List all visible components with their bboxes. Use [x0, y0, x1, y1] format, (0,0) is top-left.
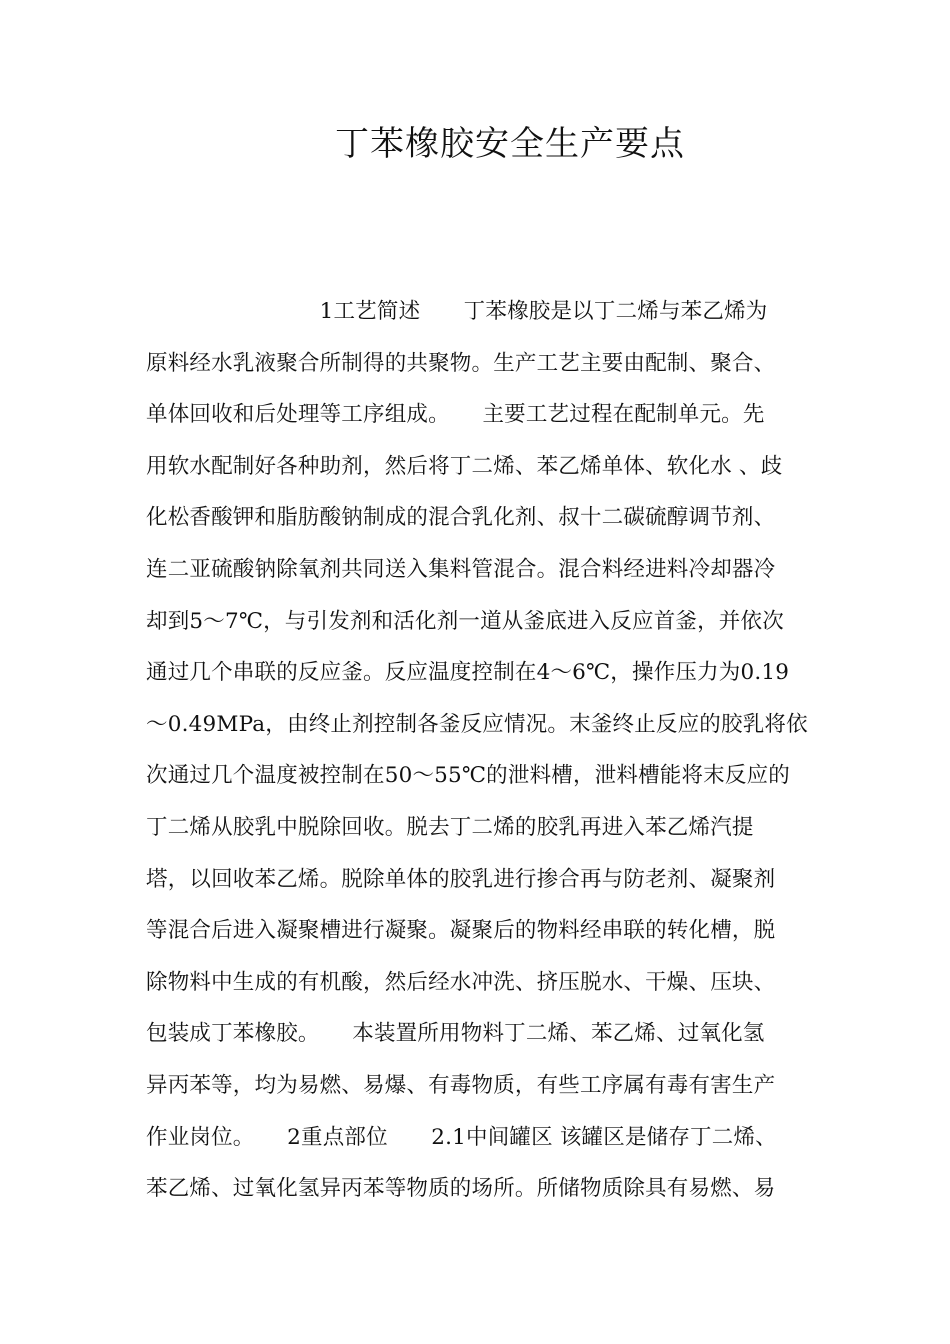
body-line: 次通过几个温度被控制在50～55℃的泄料槽，泄料槽能将末反应的 — [146, 763, 790, 789]
body-line: 除物料中生成的有机酸，然后经水冲洗、挤压脱水、干燥、压块、 — [146, 969, 776, 995]
body-line: 原料经水乳液聚合所制得的共聚物。生产工艺主要由配制、聚合、 — [146, 350, 776, 376]
body-line: 通过几个串联的反应釜。反应温度控制在4～6℃，操作压力为0.19 — [146, 660, 790, 686]
document-body — [146, 286, 826, 1215]
body-line: 塔，以回收苯乙烯。脱除单体的胶乳进行掺合再与防老剂、凝聚剂 — [146, 866, 776, 892]
body-line: 等混合后进入凝聚槽进行凝聚。凝聚后的物料经串联的转化槽，脱 — [146, 918, 776, 944]
body-line: 丁二烯从胶乳中脱除回收。脱去丁二烯的胶乳再进入苯乙烯汽提 — [146, 814, 754, 840]
body-line: 包装成丁苯橡胶。 本装置所用物料丁二烯、苯乙烯、过氧化氢 — [146, 1021, 765, 1047]
body-line: 却到5～7℃，与引发剂和活化剂一道从釜底进入反应首釜，并依次 — [146, 608, 784, 634]
body-line: 用软水配制好各种助剂，然后将丁二烯、苯乙烯单体、软化水 、歧 — [146, 453, 783, 479]
body-line: 单体回收和后处理等工序组成。 主要工艺过程在配制单元。先 — [146, 402, 765, 428]
body-line: 1工艺简述 丁苯橡胶是以丁二烯与苯乙烯为 — [146, 299, 768, 324]
body-line: 苯乙烯、过氧化氢异丙苯等物质的场所。所储物质除具有易燃、易 — [146, 1176, 776, 1202]
body-line: 化松香酸钾和脂肪酸钠制成的混合乳化剂、叔十二碳硫醇调节剂、 — [146, 505, 776, 531]
document-title: 丁苯橡胶安全生产要点 — [335, 124, 685, 164]
body-line: 异丙苯等，均为易燃、易爆、有毒物质，有些工序属有毒有害生产 — [146, 1072, 776, 1098]
body-line: 连二亚硫酸钠除氧剂共同送入集料管混合。混合料经进料冷却器冷 — [146, 556, 776, 582]
body-line: 作业岗位。 2重点部位 2.1中间罐区 该罐区是储存丁二烯、 — [146, 1124, 777, 1150]
body-line: ～0.49MPa，由终止剂控制各釜反应情况。末釜终止反应的胶乳将依 — [146, 711, 808, 737]
